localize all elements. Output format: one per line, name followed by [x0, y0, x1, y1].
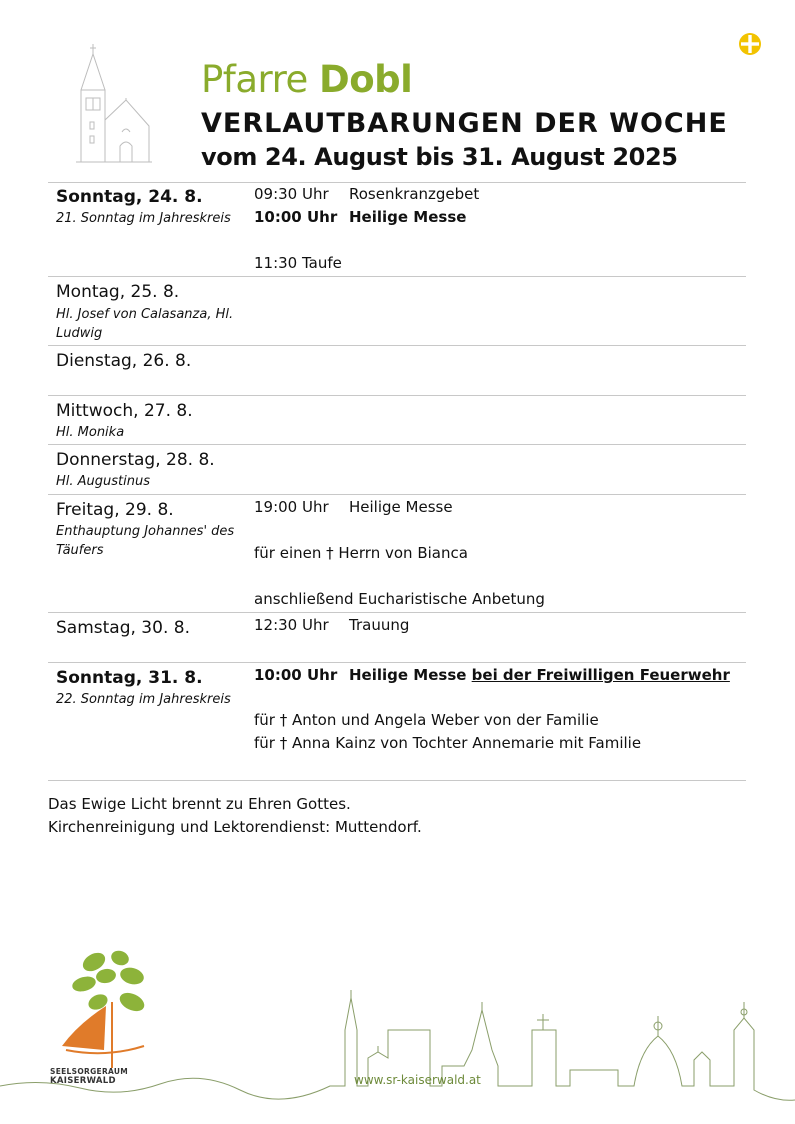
event-item: anschließend Eucharistische Anbetung	[254, 590, 545, 608]
table-rule	[48, 612, 746, 613]
table-rule	[48, 494, 746, 495]
event-location-link: bei der Freiwilligen Feuerwehr	[471, 666, 730, 684]
event-item: 12:30 Uhr Trauung	[254, 616, 410, 634]
day-label: Montag, 25. 8.	[56, 282, 180, 302]
day-label: Freitag, 29. 8.	[56, 500, 174, 520]
website-link[interactable]: www.sr-kaiserwald.at	[354, 1073, 481, 1087]
event-item: für einen † Herrn von Bianca	[254, 544, 468, 562]
event-item: 19:00 Uhr Heilige Messe	[254, 498, 453, 516]
day-label: Mittwoch, 27. 8.	[56, 401, 193, 421]
event-item: für † Anna Kainz von Tochter Annemarie mit Familie	[254, 734, 642, 752]
table-rule	[48, 276, 746, 277]
logo-text: SEELSORGERAUM	[50, 1067, 129, 1076]
note-line: Kirchenreinigung und Lektorendienst: Muttendorf.	[48, 818, 422, 836]
day-label: Donnerstag, 28. 8.	[56, 450, 215, 470]
day-label: Dienstag, 26. 8.	[56, 351, 192, 371]
day-label: Sonntag, 24. 8.	[56, 187, 203, 207]
day-label: Sonntag, 31. 8.	[56, 668, 203, 688]
event-item: für † Anton und Angela Weber von der Familie	[254, 711, 599, 729]
event-item: 09:30 Uhr Rosenkranzgebet	[254, 185, 480, 203]
diocese-emblem-icon	[738, 32, 762, 56]
event-item: 10:00 Uhr Heilige Messe bei der Freiwilligen Feuerwehr	[254, 666, 730, 684]
page-title: VERLAUTBARUNGEN DER WOCHE	[201, 108, 728, 139]
table-rule	[48, 444, 746, 445]
feast-label: Enthauptung Johannes' des Täufers	[56, 524, 235, 558]
event-item: 10:00 Uhr Heilige Messe	[254, 208, 467, 226]
feast-label: Hl. Augustinus	[56, 474, 151, 489]
feast-label: 22. Sonntag im Jahreskreis	[56, 692, 231, 707]
feast-label: Hl. Josef von Calasanza, Hl. Ludwig	[56, 307, 234, 341]
table-rule	[48, 182, 746, 183]
date-range: vom 24. August bis 31. August 2025	[201, 143, 678, 171]
skyline-drawing-icon	[0, 990, 795, 1105]
feast-label: Hl. Monika	[56, 425, 125, 440]
church-drawing-icon	[76, 42, 154, 166]
logo-text: KAISERWALD	[50, 1076, 116, 1086]
event-item: 11:30 Taufe	[254, 254, 342, 272]
table-rule	[48, 780, 746, 781]
feast-label: 21. Sonntag im Jahreskreis	[56, 211, 231, 226]
table-rule	[48, 662, 746, 663]
table-rule	[48, 395, 746, 396]
note-line: Das Ewige Licht brennt zu Ehren Gottes.	[48, 795, 351, 813]
parish-title: Pfarre Dobl	[201, 58, 413, 101]
day-label: Samstag, 30. 8.	[56, 618, 190, 638]
table-rule	[48, 345, 746, 346]
